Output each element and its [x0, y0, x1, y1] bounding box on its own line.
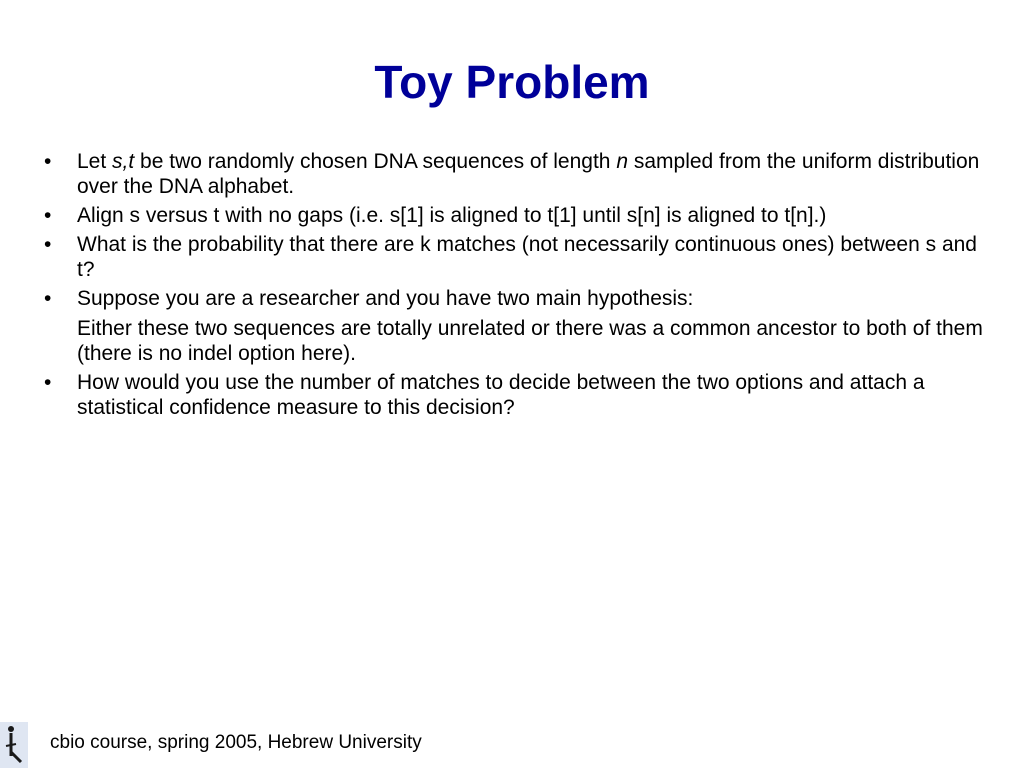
bullet-item	[44, 149, 994, 199]
bullet-marker: •	[44, 287, 52, 310]
slide-title: Toy Problem	[374, 56, 650, 108]
bullet-item	[44, 232, 994, 282]
bullet-marker: •	[44, 150, 52, 173]
bullet-marker: •	[44, 371, 52, 394]
bullet-text-pre: Let	[77, 150, 113, 173]
bullet-text-em2: n	[616, 150, 629, 173]
bullet-item	[44, 370, 994, 420]
bullet-item	[44, 286, 994, 311]
bullet-list	[44, 149, 994, 424]
bullet-item	[44, 203, 994, 228]
bullet-text-mid: be two randomly chosen DNA sequences of length	[134, 150, 617, 173]
bullet-text: What is the probability that there are k matches (not necessarily continuous ones) between s and t?	[77, 233, 977, 281]
bullet-marker: •	[44, 233, 52, 256]
bullet-marker: •	[44, 204, 52, 227]
university-logo-icon	[0, 722, 28, 768]
bullet-text-em1: s,t	[112, 150, 135, 173]
bullet-text: Align s versus t with no gaps (i.e. s[1] is aligned to t[1] until s[n] is aligned to t[n].)	[77, 204, 827, 227]
bullet-text: Either these two sequences are totally unrelated or there was a common ancestor to both of them (there is no indel option here).	[77, 317, 983, 365]
bullet-text: Suppose you are a researcher and you have two main hypothesis:	[77, 287, 694, 310]
bullet-text: How would you use the number of matches to decide between the two options and attach a statistical confidence measure to this decision?	[77, 371, 925, 419]
bullet-text-post: sampled from the uniform distribution over the DNA alphabet.	[77, 150, 980, 198]
footer-text: cbio course, spring 2005, Hebrew University	[50, 732, 422, 753]
bullet-continuation	[44, 316, 994, 366]
